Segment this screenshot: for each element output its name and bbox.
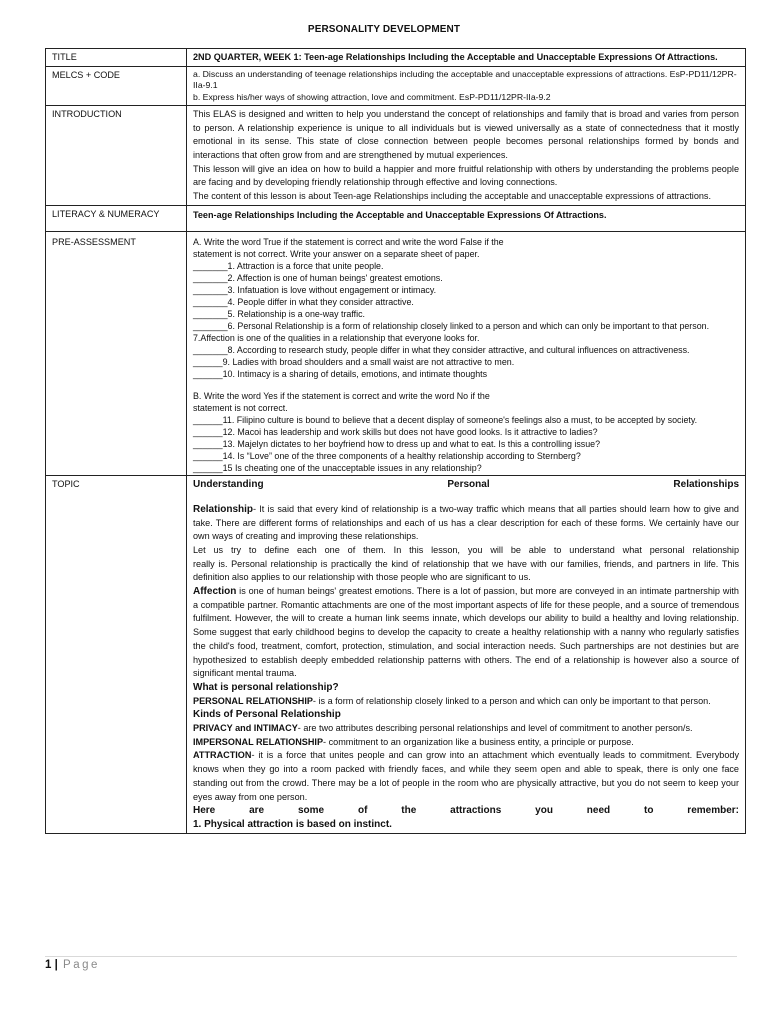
row-label-literacy: LITERACY & NUMERACY xyxy=(46,205,187,231)
impersonal-paragraph xyxy=(193,736,739,750)
define-line: Let us try to define each one of them. In this lesson, you will be able to understand what personal relationship xyxy=(193,544,739,555)
affection-text: is one of human beings' greatest emotions. There is a lot of passion, but more are conveyed in an intimate partnership with a compatible partner. Romantic attachments are one of the most important aspects of life for these people, and a source of tremendous fulfilment. However, the will to create a human link seems innate, which develops our ability to build a healthy and loving relationship. Some suggest that early childhood begins to develop the capacity to create a healthy relationship with a nanny who regularly satisfies the child's food, treatment, comfort, protection, stimulation, and social interaction needs. Such partnerships are not destinies but are hypothesized to establish deeply embedded relationship patterns with others. The end of a relationship is however also a source of significant mental trauma. xyxy=(193,586,739,679)
impersonal-text: - commitment to an organization like a business entity, a principle or purpose. xyxy=(323,736,634,747)
table-row-introduction xyxy=(46,105,746,205)
melcs-line-b: b. Express his/her ways of showing attraction, love and commitment. EsP-PD11/12PR-IIa-9.2 xyxy=(193,92,551,103)
assessment-item: ______13. Majelyn dictates to her boyfriend how to dress up and what to eat. Is this a controlling issue? xyxy=(193,439,601,450)
intro-paragraph: The content of this lesson is about Teen-age Relationships including the acceptable and unacceptable expressions of attractions. xyxy=(193,191,712,202)
assessment-line: statement is not correct. xyxy=(193,403,288,414)
section-gap xyxy=(193,380,739,390)
personal-paragraph xyxy=(193,695,739,709)
assessment-item: 7.Affection is one of the qualities in a relationship that everyone looks for. xyxy=(193,333,480,344)
topic-content xyxy=(187,476,746,834)
table-row-melcs xyxy=(46,66,746,105)
affection-paragraph xyxy=(193,585,739,681)
affection-term: Affection xyxy=(193,586,237,598)
question-heading: What is personal relationship? xyxy=(193,681,339,693)
assessment-item: _______5. Relationship is a one-way traffic. xyxy=(193,309,366,320)
lesson-table xyxy=(45,48,746,834)
pre-assessment-content xyxy=(187,232,746,476)
page-word: Page xyxy=(63,959,100,971)
lesson-title: 2ND QUARTER, WEEK 1: Teen-age Relationships Including the Acceptable and Unacceptable Expressions Of Attractions. xyxy=(187,49,746,67)
table-row-topic xyxy=(46,476,746,834)
remember-line: Here are some of the attractions you need to remember: xyxy=(193,805,739,817)
intro-paragraph: This ELAS is designed and written to help you understand the concept of relationships and family that is broad and varies from person to person. A relationship experience is unique to all individuals but is viewed universally as a state of connectedness that it mostly emotional in its sense. This state of close connection between people becomes personal relationships formed by bonds and interactions that often grow from and are strengthened by mutual experiences. xyxy=(193,108,739,160)
table-row-title xyxy=(46,49,746,67)
assessment-item: _______3. Infatuation is love without engagement or intimacy. xyxy=(193,285,437,296)
assessment-line: B. Write the word Yes if the statement is correct and write the word No if the xyxy=(193,391,490,402)
row-label-introduction: INTRODUCTION xyxy=(46,105,187,205)
row-label-title: TITLE xyxy=(46,49,187,67)
document-title: PERSONALITY DEVELOPMENT xyxy=(307,24,461,35)
row-label-pre-assessment: PRE-ASSESSMENT xyxy=(46,232,187,476)
privacy-paragraph xyxy=(193,722,739,736)
point-one: 1. Physical attraction is based on instinct. xyxy=(193,818,392,830)
page-footer xyxy=(45,956,737,972)
personal-text: - is a form of relationship closely linked to a person and which can only be important to that person. xyxy=(312,695,711,706)
attraction-term: ATTRACTION xyxy=(193,750,252,761)
introduction-content xyxy=(187,105,746,205)
footer-separator: | xyxy=(54,959,58,971)
assessment-line: statement is not correct. Write your answer on a separate sheet of paper. xyxy=(193,249,480,260)
melcs-content xyxy=(187,66,746,105)
page-number: 1 xyxy=(45,959,52,971)
define-paragraph: really is. Personal relationship is practically the kind of relationship that we have with our families, friends, and partners in life. This definition also applies to our relationship with those people who are significant to us. xyxy=(193,558,739,583)
privacy-text: - are two attributes describing personal relationships and level of commitment to another person/s. xyxy=(297,723,693,734)
relationship-paragraph xyxy=(193,503,739,544)
assessment-item: ______12. Macoi has leadership and work skills but does not have good looks. Is it attractive to ladies? xyxy=(193,427,598,438)
topic-heading: Understanding Personal Relationships xyxy=(193,479,739,491)
assessment-item: _______1. Attraction is a force that unite people. xyxy=(193,261,384,272)
impersonal-term: IMPERSONAL RELATIONSHIP xyxy=(193,736,324,747)
personal-term: PERSONAL RELATIONSHIP xyxy=(193,695,313,706)
literacy-content: Teen-age Relationships Including the Acceptable and Unacceptable Expressions Of Attractions. xyxy=(187,205,746,231)
row-label-topic: TOPIC xyxy=(46,476,187,834)
assessment-item: ______9. Ladies with broad shoulders and a small waist are not attractive to men. xyxy=(193,357,515,368)
attraction-paragraph xyxy=(193,749,739,804)
attraction-text: - it is a force that unites people and can grow into an attachment which eventually leads to commitment. Everybody knows when they go into a room packed with friendly faces, and while they seem open and able to speak, there is only one face standing out from the crowd. There may be a lot of people in the room who are physically attractive, but you do not seem to keep your eyes away from one person. xyxy=(193,750,739,802)
assessment-item: _______8. According to research study, people differ in what they consider attractive, and cultural influences on attractiveness. xyxy=(193,345,690,356)
melcs-line-a: a. Discuss an understanding of teenage relationships including the acceptable and unacceptable expressions of attractions. EsP-PD11/12PR-IIa-9.1 xyxy=(193,68,737,91)
assessment-item: ______10. Intimacy is a sharing of details, emotions, and intimate thoughts xyxy=(193,369,488,380)
assessment-item: ______15 Is cheating one of the unacceptable issues in any relationship? xyxy=(193,463,482,474)
assessment-item: ______11. Filipino culture is bound to believe that a decent display of someone's feelings also a must, to be accepted by society. xyxy=(193,415,698,426)
assessment-item: ______14. Is “Love” one of the three components of a healthy relationship according to Sternberg? xyxy=(193,451,581,462)
kinds-heading: Kinds of Personal Relationship xyxy=(193,709,341,721)
row-label-melcs: MELCS + CODE xyxy=(46,66,187,105)
assessment-item: _______6. Personal Relationship is a form of relationship closely linked to a person and which can only be important to that person. xyxy=(193,321,710,332)
section-gap xyxy=(193,492,739,503)
relationship-term: Relationship xyxy=(193,503,254,515)
table-row-literacy xyxy=(46,205,746,231)
privacy-term: PRIVACY and INTIMACY xyxy=(193,723,298,734)
relationship-text: - It is said that every kind of relationship is a two-way traffic which means that all parties should learn how to give and take. There are different forms of relationships and each of us has a clear description for each of these forms. We certainly have our own ways of creating and improving these relationships. xyxy=(193,503,739,542)
intro-paragraph: This lesson will give an idea on how to build a happier and more fruitful relationship with others by understanding the problems people are facing and by developing friendly relationship through effective and loving connections. xyxy=(193,163,739,188)
assessment-item: _______2. Affection is one of human beings' greatest emotions. xyxy=(193,273,443,284)
assessment-line: A. Write the word True if the statement is correct and write the word False if the xyxy=(193,237,504,248)
assessment-item: _______4. People differ in what they consider attractive. xyxy=(193,297,414,308)
table-row-pre-assessment xyxy=(46,232,746,476)
